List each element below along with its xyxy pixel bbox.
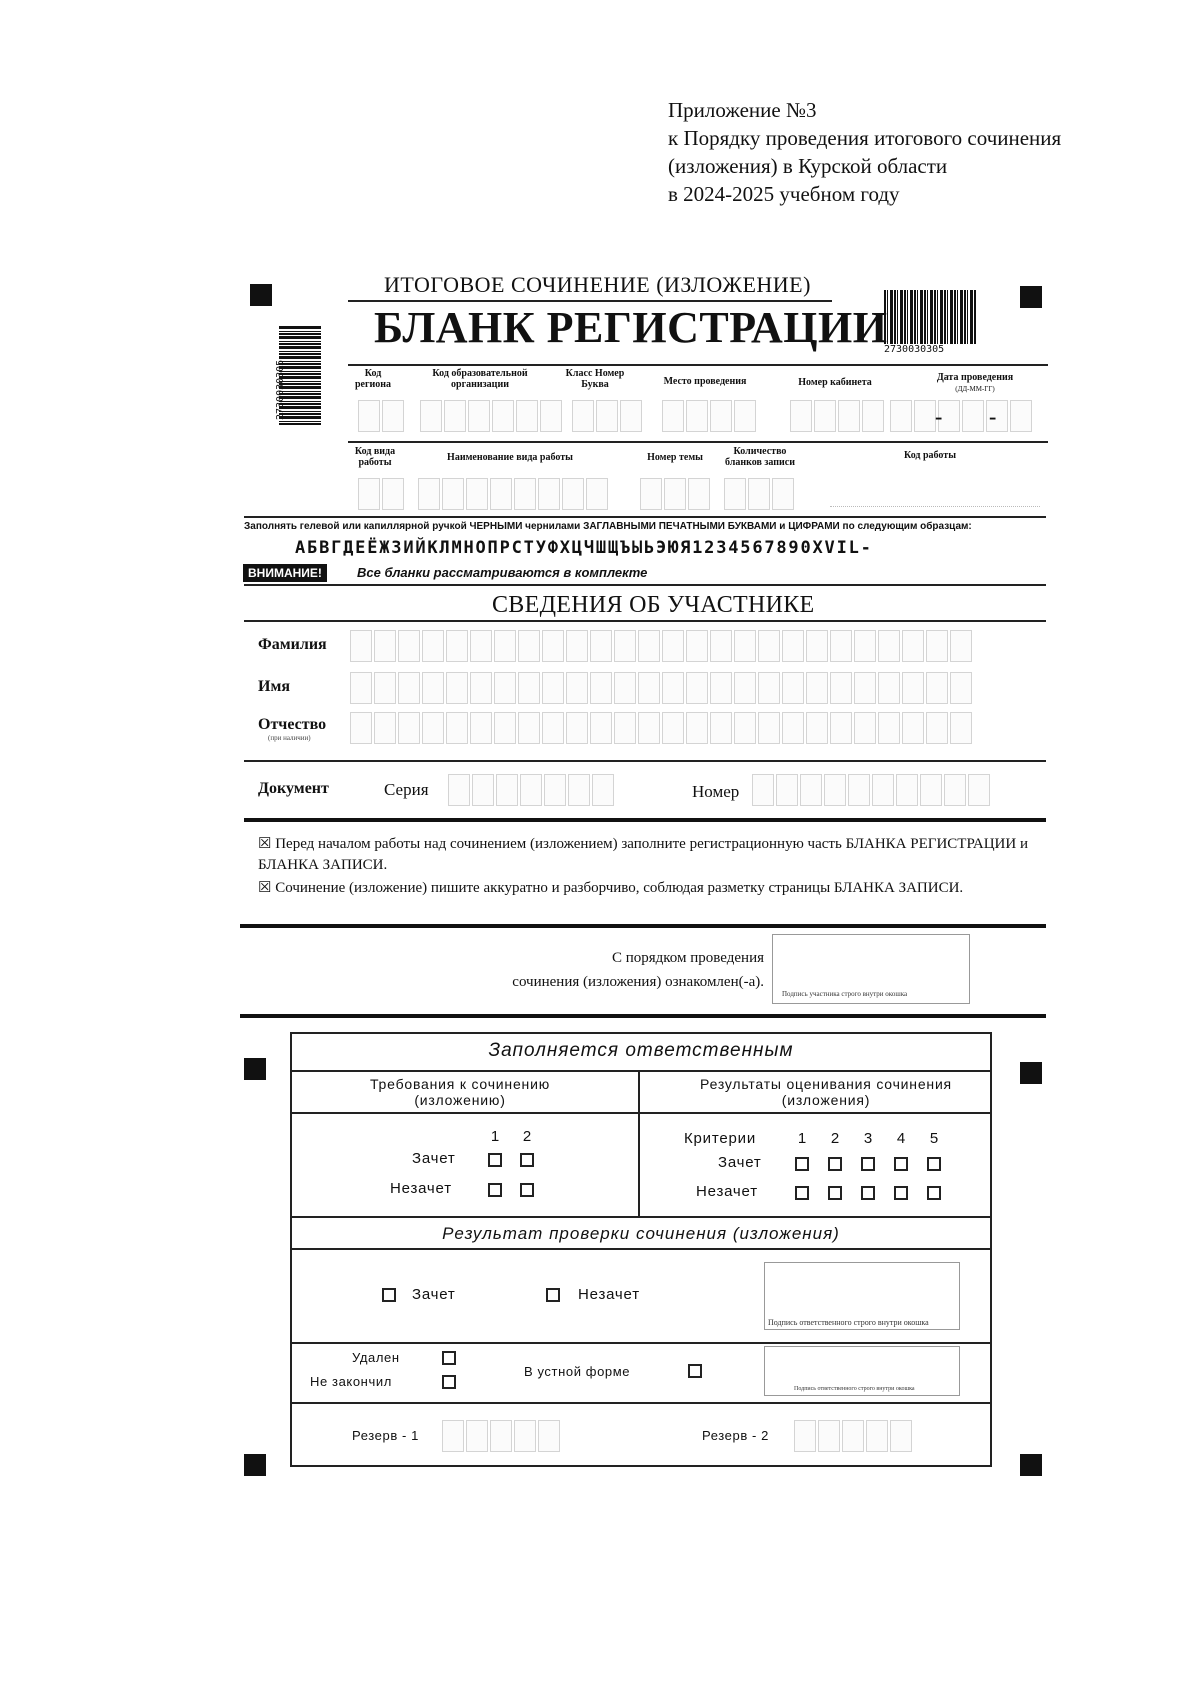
sample-top-line bbox=[244, 516, 1046, 518]
reserve-top-line bbox=[290, 1402, 992, 1404]
label-series: Серия bbox=[384, 780, 429, 799]
label-work-code: Код работы bbox=[903, 450, 957, 461]
label-org-code: Код образовательной организации bbox=[432, 368, 528, 390]
series-cells[interactable] bbox=[448, 774, 614, 806]
label-patronymic: Отчество bbox=[258, 716, 327, 733]
place-cells[interactable] bbox=[662, 400, 756, 432]
top-fields-line bbox=[348, 364, 1048, 366]
criteria-fail-label: Незачет bbox=[696, 1183, 758, 1200]
result-fail-label: Незачет bbox=[578, 1286, 640, 1303]
criterion-3-pass-checkbox[interactable] bbox=[861, 1157, 875, 1171]
criteria-label: Критерии bbox=[684, 1130, 757, 1147]
status-signature-note: Подпись ответственного строго внутри окошка bbox=[794, 1386, 915, 1392]
work-code-area bbox=[830, 506, 1040, 508]
date-separator-1: - bbox=[935, 404, 943, 429]
status-top-line bbox=[290, 1342, 992, 1344]
acknowledgement-line-1: С порядком проведения bbox=[611, 950, 764, 966]
requirement-1-fail-checkbox[interactable] bbox=[488, 1183, 502, 1197]
org-code-cells[interactable] bbox=[420, 400, 562, 432]
label-topic-number: Номер темы bbox=[647, 452, 703, 463]
label-class: Класс Номер Буква bbox=[565, 368, 625, 390]
participant-title-line bbox=[244, 620, 1046, 622]
requirements-pass-label: Зачет bbox=[412, 1150, 456, 1167]
removed-label: Удален bbox=[352, 1350, 400, 1365]
second-fields-line bbox=[348, 441, 1048, 443]
label-place: Место проведения bbox=[663, 376, 747, 387]
work-type-code-cells[interactable] bbox=[358, 478, 404, 510]
label-work-type-code: Код вида работы bbox=[354, 446, 396, 468]
result-pass-label: Зачет bbox=[412, 1286, 456, 1303]
label-surname: Фамилия bbox=[258, 636, 327, 653]
barcode-vertical-number: 2730030305 bbox=[275, 359, 286, 420]
requirements-title: Требования к сочинению (изложению) bbox=[369, 1076, 550, 1108]
corner-marker-bottom-right bbox=[1020, 1454, 1042, 1476]
requirements-fail-label: Незачет bbox=[390, 1180, 452, 1197]
document-top-line bbox=[244, 760, 1046, 762]
oral-form-checkbox[interactable] bbox=[688, 1364, 702, 1378]
acknowledgement-text bbox=[460, 946, 764, 994]
attention-text: Все бланки рассматриваются в комплекте bbox=[357, 565, 648, 580]
removed-checkbox[interactable] bbox=[442, 1351, 456, 1365]
requirement-2-fail-checkbox[interactable] bbox=[520, 1183, 534, 1197]
barcode-top-number: 2730030305 bbox=[884, 344, 945, 355]
criterion-4-fail-checkbox[interactable] bbox=[894, 1186, 908, 1200]
name-cells[interactable] bbox=[350, 672, 972, 704]
check-result-title-line bbox=[290, 1248, 992, 1250]
result-fail-checkbox[interactable] bbox=[546, 1288, 560, 1302]
class-cells[interactable] bbox=[572, 400, 642, 432]
document-bottom-line bbox=[244, 818, 1046, 822]
label-patronymic-note: (при наличии) bbox=[268, 734, 311, 742]
work-type-name-cells[interactable] bbox=[418, 478, 608, 510]
check-result-top-line bbox=[290, 1216, 992, 1218]
criteria-pass-label: Зачет bbox=[718, 1154, 762, 1171]
corner-marker-mid-left bbox=[244, 1058, 266, 1080]
results-title: Результаты оценивания сочинения (изложения) bbox=[700, 1076, 952, 1108]
label-sheet-count: Количество бланков записи bbox=[724, 446, 795, 468]
appendix-line-1: Приложение №3 bbox=[668, 98, 817, 122]
appendix-header bbox=[668, 96, 1061, 208]
label-date: Дата проведения bbox=[936, 372, 1014, 383]
criterion-2-pass-checkbox[interactable] bbox=[828, 1157, 842, 1171]
criterion-3-fail-checkbox[interactable] bbox=[861, 1186, 875, 1200]
oral-form-label: В устной форме bbox=[524, 1364, 631, 1379]
sheet-count-cells[interactable] bbox=[724, 478, 794, 510]
date-cells[interactable] bbox=[890, 400, 1032, 432]
requirement-number-2: 2 bbox=[522, 1128, 532, 1145]
criterion-1-fail-checkbox[interactable] bbox=[795, 1186, 809, 1200]
date-separator-2: - bbox=[989, 404, 997, 429]
attention-badge: ВНИМАНИЕ! bbox=[243, 564, 327, 582]
attention-line bbox=[244, 584, 1046, 586]
criterion-4-pass-checkbox[interactable] bbox=[894, 1157, 908, 1171]
corner-marker-bottom-left bbox=[244, 1454, 266, 1476]
surname-cells[interactable] bbox=[350, 630, 972, 662]
responsible-signature-note: Подпись ответственного строго внутри окошка bbox=[768, 1318, 929, 1327]
appendix-line-2: к Порядку проведения итогового сочинения bbox=[668, 126, 1062, 150]
criterion-5-pass-checkbox[interactable] bbox=[927, 1157, 941, 1171]
sample-characters: АБВГДЕЁЖЗИЙКЛМНОПРСТУФХЦЧШЩЪЫЬЭЮЯ1234567890XVIL- bbox=[295, 538, 873, 558]
criterion-2-fail-checkbox[interactable] bbox=[828, 1186, 842, 1200]
responsible-column-divider bbox=[638, 1070, 640, 1216]
number-cells[interactable] bbox=[752, 774, 990, 806]
room-cells[interactable] bbox=[790, 400, 884, 432]
responsible-header-line bbox=[290, 1070, 992, 1072]
requirement-1-pass-checkbox[interactable] bbox=[488, 1153, 502, 1167]
acknowledgement-line-2: сочинения (изложения) ознакомлен(-а). bbox=[512, 974, 764, 990]
corner-marker-top-right bbox=[1020, 286, 1042, 308]
label-document: Документ bbox=[258, 780, 329, 797]
corner-marker-top-left bbox=[250, 284, 272, 306]
not-finished-label: Не закончил bbox=[310, 1374, 392, 1389]
region-code-cells[interactable] bbox=[358, 400, 404, 432]
criterion-1-pass-checkbox[interactable] bbox=[795, 1157, 809, 1171]
label-work-type-name: Наименование вида работы bbox=[447, 452, 573, 463]
responsible-header: Заполняется ответственным bbox=[488, 1040, 794, 1061]
barcode-top bbox=[884, 290, 976, 344]
reserve-1-cells[interactable] bbox=[442, 1420, 560, 1452]
criteria-number-3: 3 bbox=[863, 1130, 873, 1147]
topic-number-cells[interactable] bbox=[640, 478, 710, 510]
reserve-1-label: Резерв - 1 bbox=[352, 1428, 420, 1443]
instruction-2: ☒ Сочинение (изложение) пишите аккуратно и разборчиво, соблюдая разметку страницы БЛАНКА ЗАПИСИ. bbox=[258, 880, 964, 896]
participant-section-title: СВЕДЕНИЯ ОБ УЧАСТНИКЕ bbox=[492, 592, 815, 618]
label-date-format: (ДД-ММ-ГГ) bbox=[955, 385, 995, 393]
requirement-2-pass-checkbox[interactable] bbox=[520, 1153, 534, 1167]
appendix-line-4: в 2024-2025 учебном году bbox=[668, 182, 900, 206]
criteria-number-5: 5 bbox=[929, 1130, 939, 1147]
corner-marker-mid-right bbox=[1020, 1062, 1042, 1084]
criterion-5-fail-checkbox[interactable] bbox=[927, 1186, 941, 1200]
check-result-title: Результат проверки сочинения (изложения) bbox=[442, 1224, 840, 1243]
responsible-subheader-line bbox=[290, 1112, 992, 1114]
criteria-number-4: 4 bbox=[896, 1130, 906, 1147]
label-number: Номер bbox=[692, 782, 740, 801]
requirement-number-1: 1 bbox=[490, 1128, 500, 1145]
label-name: Имя bbox=[258, 678, 290, 695]
instructions-bottom-line bbox=[240, 924, 1046, 928]
appendix-line-3: (изложения) в Курской области bbox=[668, 154, 948, 178]
label-room: Номер кабинета bbox=[798, 377, 872, 388]
sample-instruction: Заполнять гелевой или капиллярной ручкой ЧЕРНЫМИ чернилами ЗАГЛАВНЫМИ ПЕЧАТНЫМИ БУКВАМИ и ЦИФРАМИ по следующим образцам: bbox=[244, 521, 972, 532]
result-pass-checkbox[interactable] bbox=[382, 1288, 396, 1302]
reserve-2-label: Резерв - 2 bbox=[702, 1428, 770, 1443]
not-finished-checkbox[interactable] bbox=[442, 1375, 456, 1389]
form-title: БЛАНК РЕГИСТРАЦИИ bbox=[374, 303, 888, 352]
criteria-number-2: 2 bbox=[830, 1130, 840, 1147]
label-region-code: Код региона bbox=[354, 368, 392, 390]
acknowledgement-bottom-line bbox=[240, 1014, 1046, 1018]
reserve-2-cells[interactable] bbox=[794, 1420, 912, 1452]
instruction-1: ☒ Перед началом работы над сочинением (изложением) заполните регистрационную часть БЛАНКА РЕГИСТРАЦИИ и БЛАНКА ЗАПИСИ. bbox=[258, 836, 1028, 873]
patronymic-cells[interactable] bbox=[350, 712, 972, 744]
participant-signature-note: Подпись участника строго внутри окошка bbox=[782, 990, 908, 998]
form-kind: ИТОГОВОЕ СОЧИНЕНИЕ (ИЗЛОЖЕНИЕ) bbox=[384, 272, 811, 297]
criteria-number-1: 1 bbox=[797, 1130, 807, 1147]
